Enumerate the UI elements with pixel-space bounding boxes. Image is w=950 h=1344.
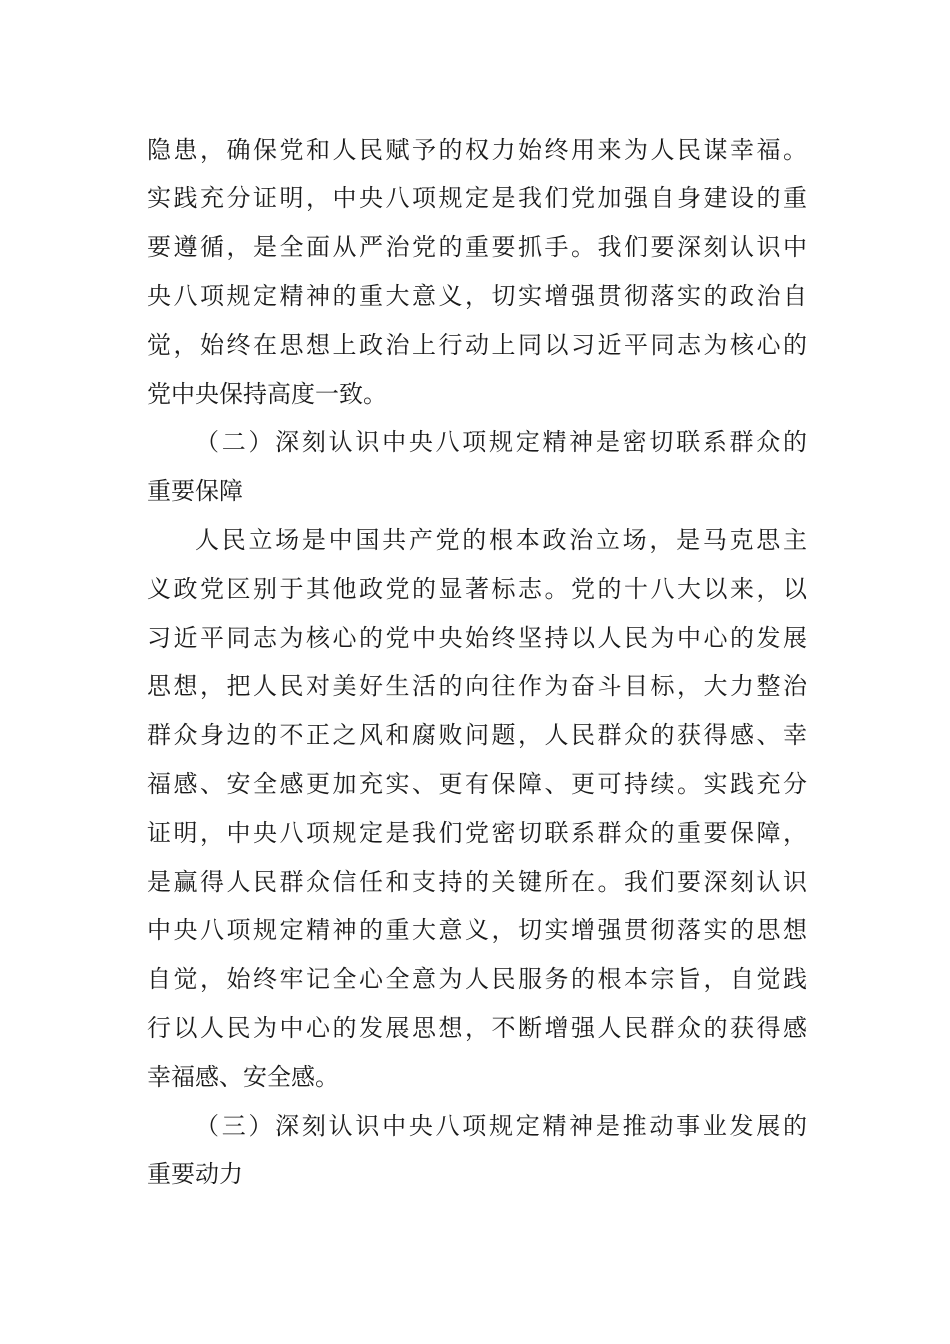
text-line: 幸福感、安全感。 [147,1063,339,1091]
text-line: 实践充分证明，中央八项规定是我们党加强自身建设的重 [147,184,807,212]
section-heading-3: （三）深刻认识中央八项规定精神是推动事业发展的 [195,1112,807,1140]
text-line: 人民立场是中国共产党的根本政治立场，是马克思主 [195,526,807,554]
text-line: 证明，中央八项规定是我们党密切联系群众的重要保障， [147,819,807,847]
text-line: 群众身边的不正之风和腐败问题，人民群众的获得感、幸 [147,721,807,749]
section-heading-3-cont: 重要动力 [147,1160,243,1188]
section-heading-2: （二）深刻认识中央八项规定精神是密切联系群众的 [195,428,807,456]
text-line: 要遵循，是全面从严治党的重要抓手。我们要深刻认识中 [147,233,807,261]
text-line: 是赢得人民群众信任和支持的关键所在。我们要深刻认识 [147,868,807,896]
text-line: 习近平同志为核心的党中央始终坚持以人民为中心的发展 [147,624,807,652]
text-line: 思想，把人民对美好生活的向往作为奋斗目标，大力整治 [147,672,807,700]
text-line: 隐患，确保党和人民赋予的权力始终用来为人民谋幸福。 [147,136,807,164]
text-line: 中央八项规定精神的重大意义，切实增强贯彻落实的思想 [147,916,807,944]
section-heading-2-cont: 重要保障 [147,477,243,505]
text-line: 央八项规定精神的重大意义，切实增强贯彻落实的政治自 [147,282,807,310]
text-line: 行以人民为中心的发展思想，不断增强人民群众的获得感 [147,1014,807,1042]
text-line: 福感、安全感更加充实、更有保障、更可持续。实践充分 [147,770,807,798]
text-line: 觉，始终在思想上政治上行动上同以习近平同志为核心的 [147,331,807,359]
text-line: 党中央保持高度一致。 [147,380,387,408]
text-line: 自觉，始终牢记全心全意为人民服务的根本宗旨，自觉践 [147,965,807,993]
text-line: 义政党区别于其他政党的显著标志。党的十八大以来，以 [147,575,807,603]
